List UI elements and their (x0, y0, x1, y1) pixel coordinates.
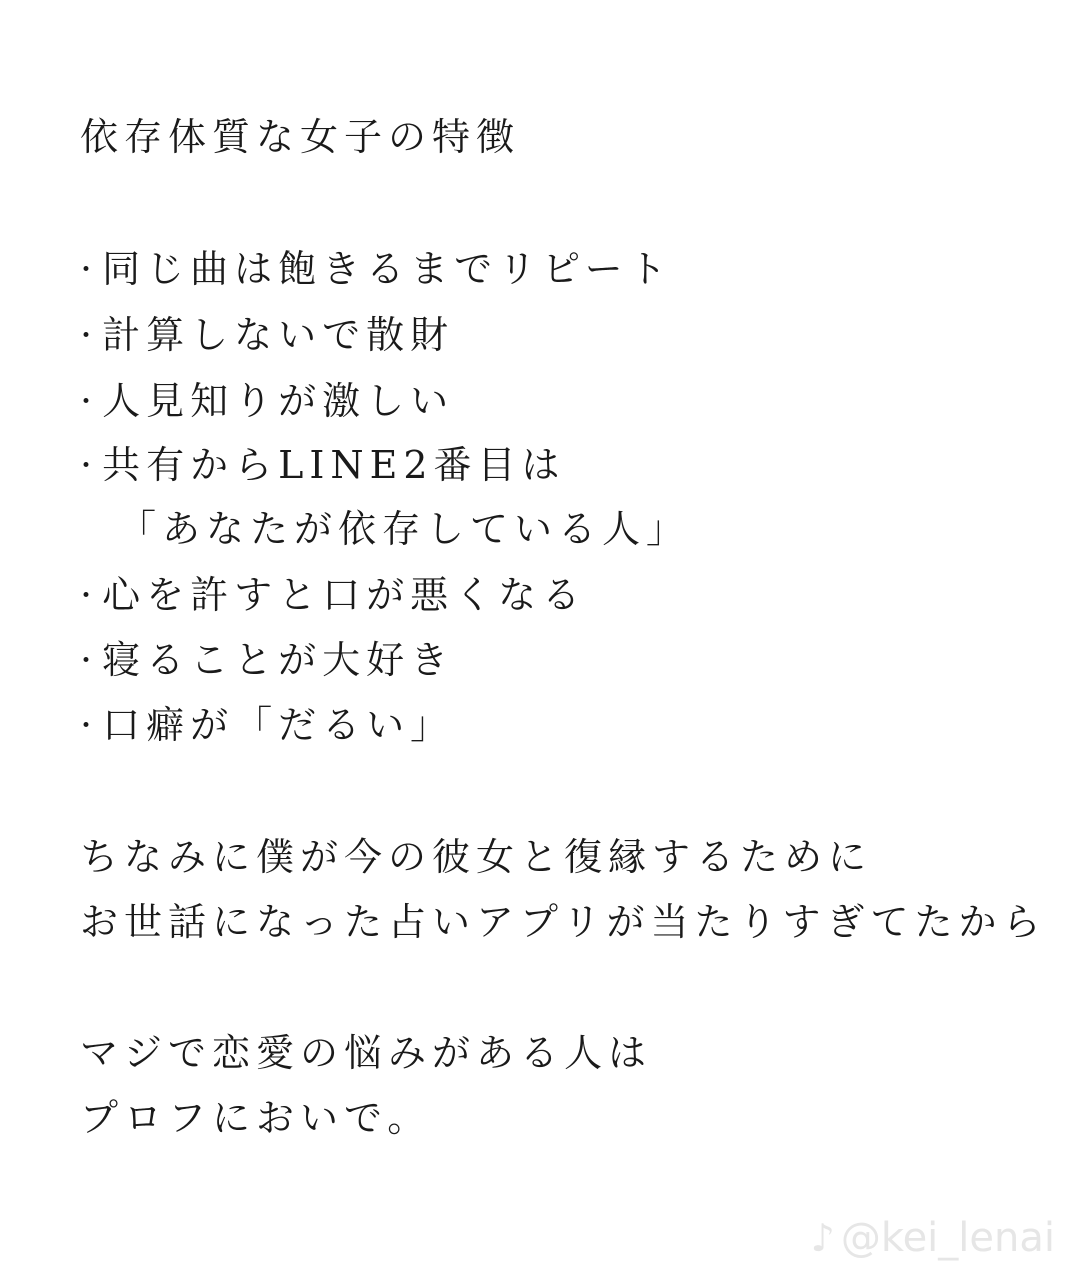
paragraph-line: マジで恋愛の悩みがある人は (80, 1031, 653, 1075)
paragraph-line: ちなみに僕が今の彼女と復縁するために (80, 835, 873, 879)
tiktok-icon: ♪ (810, 1216, 835, 1260)
list-item: · 同じ曲は飽きるまでリピート (80, 250, 673, 288)
list-item: · 寝ることが大好き (80, 641, 454, 679)
page-title: 依存体質な女子の特徴 (80, 115, 521, 159)
list-item-continuation: 「あなたが依存している人」 (118, 507, 691, 551)
watermark-handle: @kei_lenai (840, 1215, 1055, 1261)
list-item: · 人見知りが激しい (80, 382, 454, 420)
paragraph-line: お世話になった占いアプリが当たりすぎてたから (80, 900, 1047, 944)
list-item: · 心を許すと口が悪くなる (80, 576, 586, 614)
paragraph-line: プロフにおいで。 (80, 1096, 432, 1140)
list-item: · 計算しないで散財 (80, 316, 454, 354)
watermark (811, 1215, 1055, 1261)
list-item: · 口癖が「だるい」 (80, 706, 454, 744)
list-item: · 共有からLINE2番目は (80, 446, 566, 484)
